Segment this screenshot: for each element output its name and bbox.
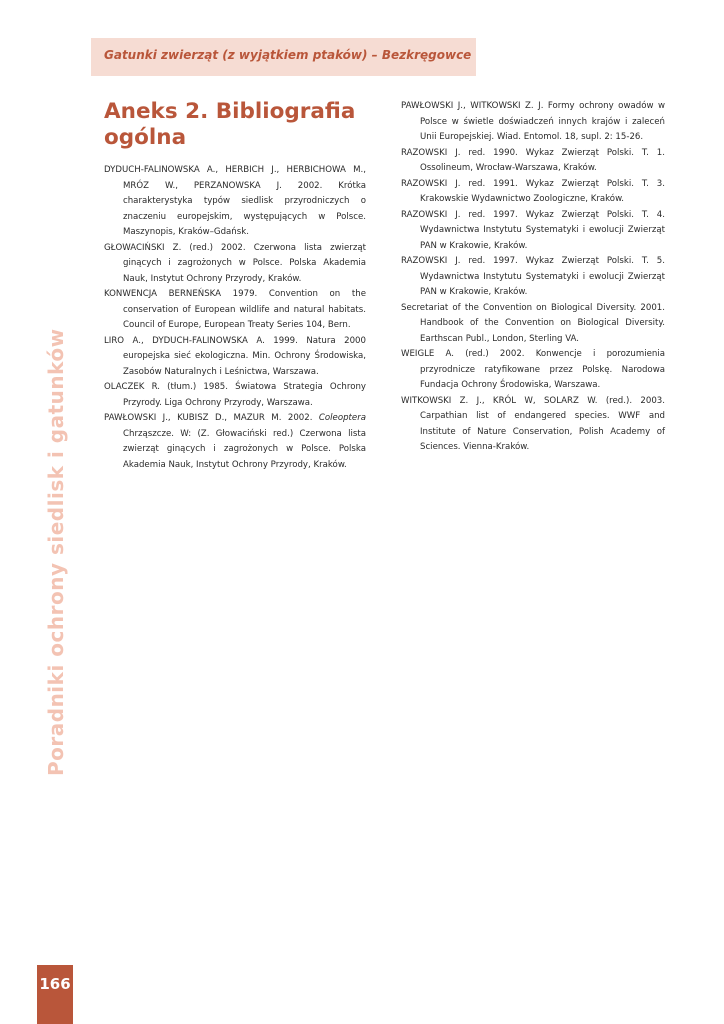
running-header: Gatunki zwierząt (z wyjątkiem ptaków) – Bezkręgowce	[104, 48, 472, 62]
bibliography-right-column	[401, 99, 665, 456]
bibliography-entry: PAWŁOWSKI J., WITKOWSKI Z. J. Formy ochrony owadów w Polsce w świetle doświadczeń innych krajów i zaleceń Unii Europejskiej. Wiad. Entomol. 18, supl. 2: 15-26.	[401, 101, 665, 142]
page-title	[104, 99, 384, 151]
page-title-line-1: Aneks 2. Bibliografia	[104, 99, 356, 124]
bibliography-left-column	[104, 163, 366, 473]
entry-text-before: PAWŁOWSKI J., KUBISZ D., MAZUR M. 2002.	[104, 413, 319, 423]
bibliography-entry: RAZOWSKI J. red. 1997. Wykaz Zwierząt Polski. T. 5. Wydawnictwa Instytutu Systematyki i ewolucji Zwierząt PAN w Krakowie, Kraków.	[401, 256, 665, 297]
page-title-line-2: ogólna	[104, 125, 187, 150]
entry-italic-taxon: Coleoptera	[318, 413, 366, 423]
bibliography-entry	[104, 411, 366, 473]
bibliography-entry: DYDUCH-FALINOWSKA A., HERBICH J., HERBICHOWA M., MRÓZ W., PERZANOWSKA J. 2002. Krótka charakterystyka typów siedlisk przyrodniczych o znaczeniu europejskim, występujących w Polsce. Maszynopis, Kraków–Gdańsk.	[104, 165, 366, 237]
entry-text-after: Chrząszcze. W: (Z. Głowaciński red.) Czerwona lista zwierząt ginących i zagrożonych w Polsce. Polska Akademia Nauk, Instytut Ochrony Przyrody, Kraków.	[123, 428, 366, 470]
bibliography-entry: WEIGLE A. (red.) 2002. Konwencje i porozumienia przyrodnicze ratyfikowane przez Polskę. Narodowa Fundacja Ochrony Środowiska, Warszawa.	[401, 349, 665, 390]
bibliography-entry: WITKOWSKI Z. J., KRÓL W, SOLARZ W. (red.). 2003. Carpathian list of endangered species. WWF and Institute of Nature Conservation, Polish Academy of Sciences. Vienna-Kraków.	[401, 395, 665, 452]
bibliography-entry: GŁOWACIŃSKI Z. (red.) 2002. Czerwona lista zwierząt ginących i zagrożonych w Polsce. Polska Akademia Nauk, Instytut Ochrony Przyrody, Kraków.	[104, 242, 366, 284]
bibliography-entry: Secretariat of the Convention on Biological Diversity. 2001. Handbook of the Convention on Biological Diversity. Earthscan Publ., London, Sterling VA.	[401, 302, 665, 344]
bibliography-entry: RAZOWSKI J. red. 1990. Wykaz Zwierząt Polski. T. 1. Ossolineum, Wrocław-Warszawa, Kraków.	[401, 147, 665, 173]
bibliography-entry: RAZOWSKI J. red. 1997. Wykaz Zwierząt Polski. T. 4. Wydawnictwa Instytutu Systematyki i ewolucji Zwierząt PAN w Krakowie, Kraków.	[401, 209, 665, 251]
bibliography-entry: RAZOWSKI J. red. 1991. Wykaz Zwierząt Polski. T. 3. Krakowskie Wydawnictwo Zoologiczne, Kraków.	[401, 178, 665, 204]
side-series-title: Poradniki ochrony siedlisk i gatunków	[44, 328, 68, 776]
bibliography-entry: OLACZEK R. (tłum.) 1985. Światowa Strategia Ochrony Przyrody. Liga Ochrony Przyrody, Warszawa.	[104, 382, 366, 408]
bibliography-entry: KONWENCJA BERNEŃSKA 1979. Convention on the conservation of European wildlife and natural habitats. Council of Europe, European Treaty Series 104, Bern.	[104, 289, 366, 330]
bibliography-entry: LIRO A., DYDUCH-FALINOWSKA A. 1999. Natura 2000 europejska sieć ekologiczna. Min. Ochrony Środowiska, Zasobów Naturalnych i Leśnictwa, Warszawa.	[104, 335, 366, 377]
page-number-tab	[37, 965, 73, 1024]
page-number: 166	[39, 975, 71, 993]
